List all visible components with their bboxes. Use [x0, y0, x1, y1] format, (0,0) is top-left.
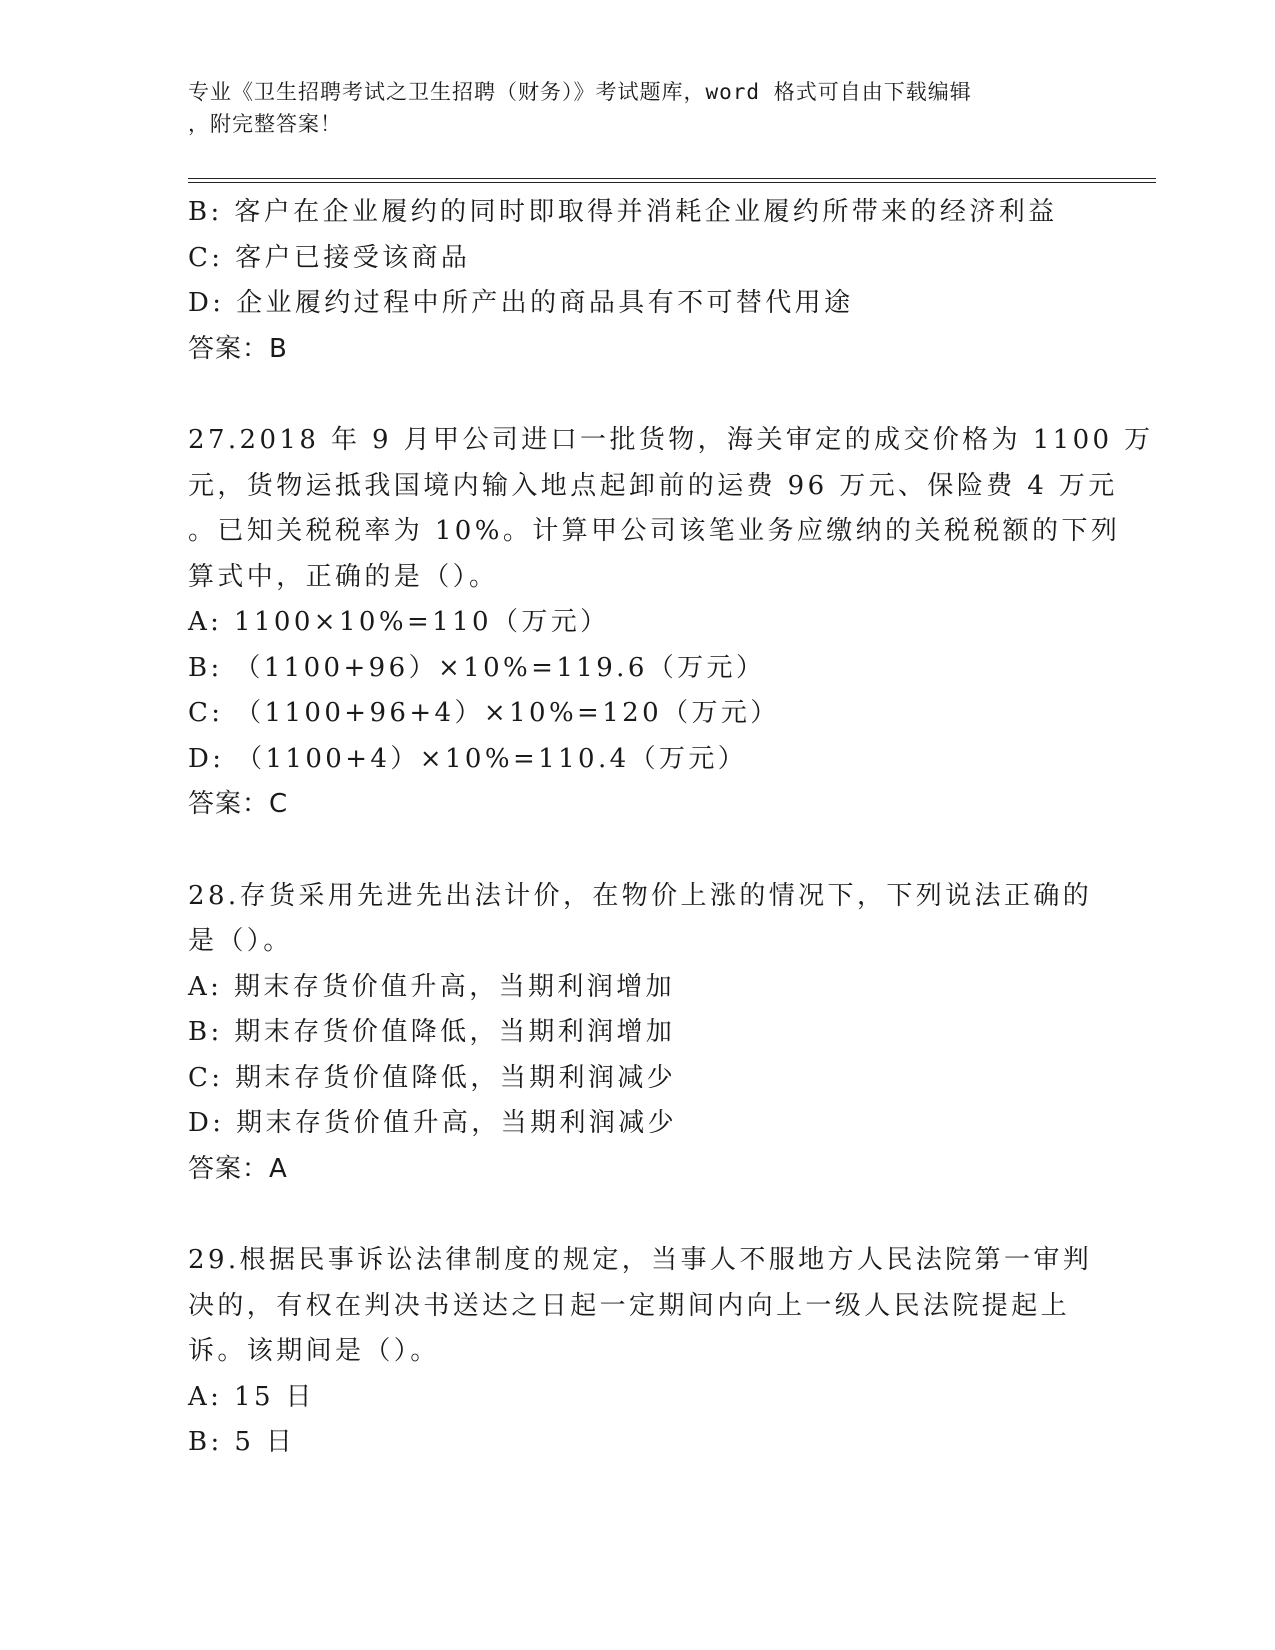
question-spacer: [188, 828, 1088, 874]
header-title-line-2: ，附完整答案！: [188, 112, 342, 136]
document-header: [188, 76, 1088, 140]
option-b: B: 客户在企业履约的同时即取得并消耗企业履约所带来的经济利益: [188, 197, 1058, 227]
option-d: D: （1100+4）×10%=110.4（万元）: [188, 743, 748, 774]
option-d: D: 企业履约过程中所产出的商品具有不可替代用途: [188, 288, 854, 318]
answer-line: 答案：B: [188, 333, 288, 364]
option-c: C: 客户已接受该商品: [188, 242, 471, 273]
question-stem-line: 28.存货采用先进先出法计价，在物价上涨的情况下，下列说法正确的: [188, 880, 1093, 911]
option-d: D: 期末存货价值升高，当期利润减少: [188, 1108, 678, 1138]
question-spacer: [188, 1192, 1088, 1238]
question-stem-line: 诉。该期间是（）。: [188, 1336, 440, 1366]
question-stem-line: 27.2018 年 9 月甲公司进口一批货物，海关审定的成交价格为 1100 万: [188, 425, 1154, 455]
option-c: C: （1100+96+4）×10%=120（万元）: [188, 698, 780, 728]
option-a: A: 期末存货价值升高，当期利润增加: [188, 971, 676, 1002]
option-c: C: 期末存货价值降低，当期利润减少: [188, 1062, 677, 1093]
option-a: A: 15 日: [188, 1381, 315, 1412]
answer-line: 答案：A: [188, 1153, 288, 1184]
question-28: [188, 874, 1093, 1193]
option-a: A: 1100×10%=110（万元）: [188, 607, 610, 637]
header-divider: [188, 178, 1156, 183]
document-body: [188, 190, 1154, 1466]
option-b: B: 期末存货价值降低，当期利润增加: [188, 1017, 676, 1047]
option-b: B: 5 日: [188, 1427, 296, 1457]
header-title-line-1: 专业《卫生招聘考试之卫生招聘（财务）》考试题库，word 格式可自由下载编辑: [188, 80, 972, 104]
double-rule-line: [188, 178, 1156, 183]
question-spacer: [188, 372, 1088, 418]
question-stem-line: 元，货物运抵我国境内输入地点起卸前的运费 96 万元、保险费 4 万元: [188, 470, 1118, 501]
option-b: B: （1100+96）×10%=119.6（万元）: [188, 652, 766, 683]
question-stem-line: 。已知关税税率为 10%。计算甲公司该笔业务应缴纳的关税税额的下列: [188, 516, 1121, 546]
question-27: [188, 418, 1154, 828]
question-stem-line: 是（）。: [188, 926, 293, 956]
answer-line: 答案：C: [188, 789, 289, 819]
question-stem-line: 算式中，正确的是（）。: [188, 561, 499, 592]
question-29: [188, 1238, 1093, 1466]
question-stem-line: 29.根据民事诉讼法律制度的规定，当事人不服地方人民法院第一审判: [188, 1245, 1093, 1275]
question-stem-line: 决的，有权在判决书送达之日起一定期间内向上一级人民法院提起上: [188, 1290, 1071, 1321]
question-26-continued: [188, 190, 1088, 372]
